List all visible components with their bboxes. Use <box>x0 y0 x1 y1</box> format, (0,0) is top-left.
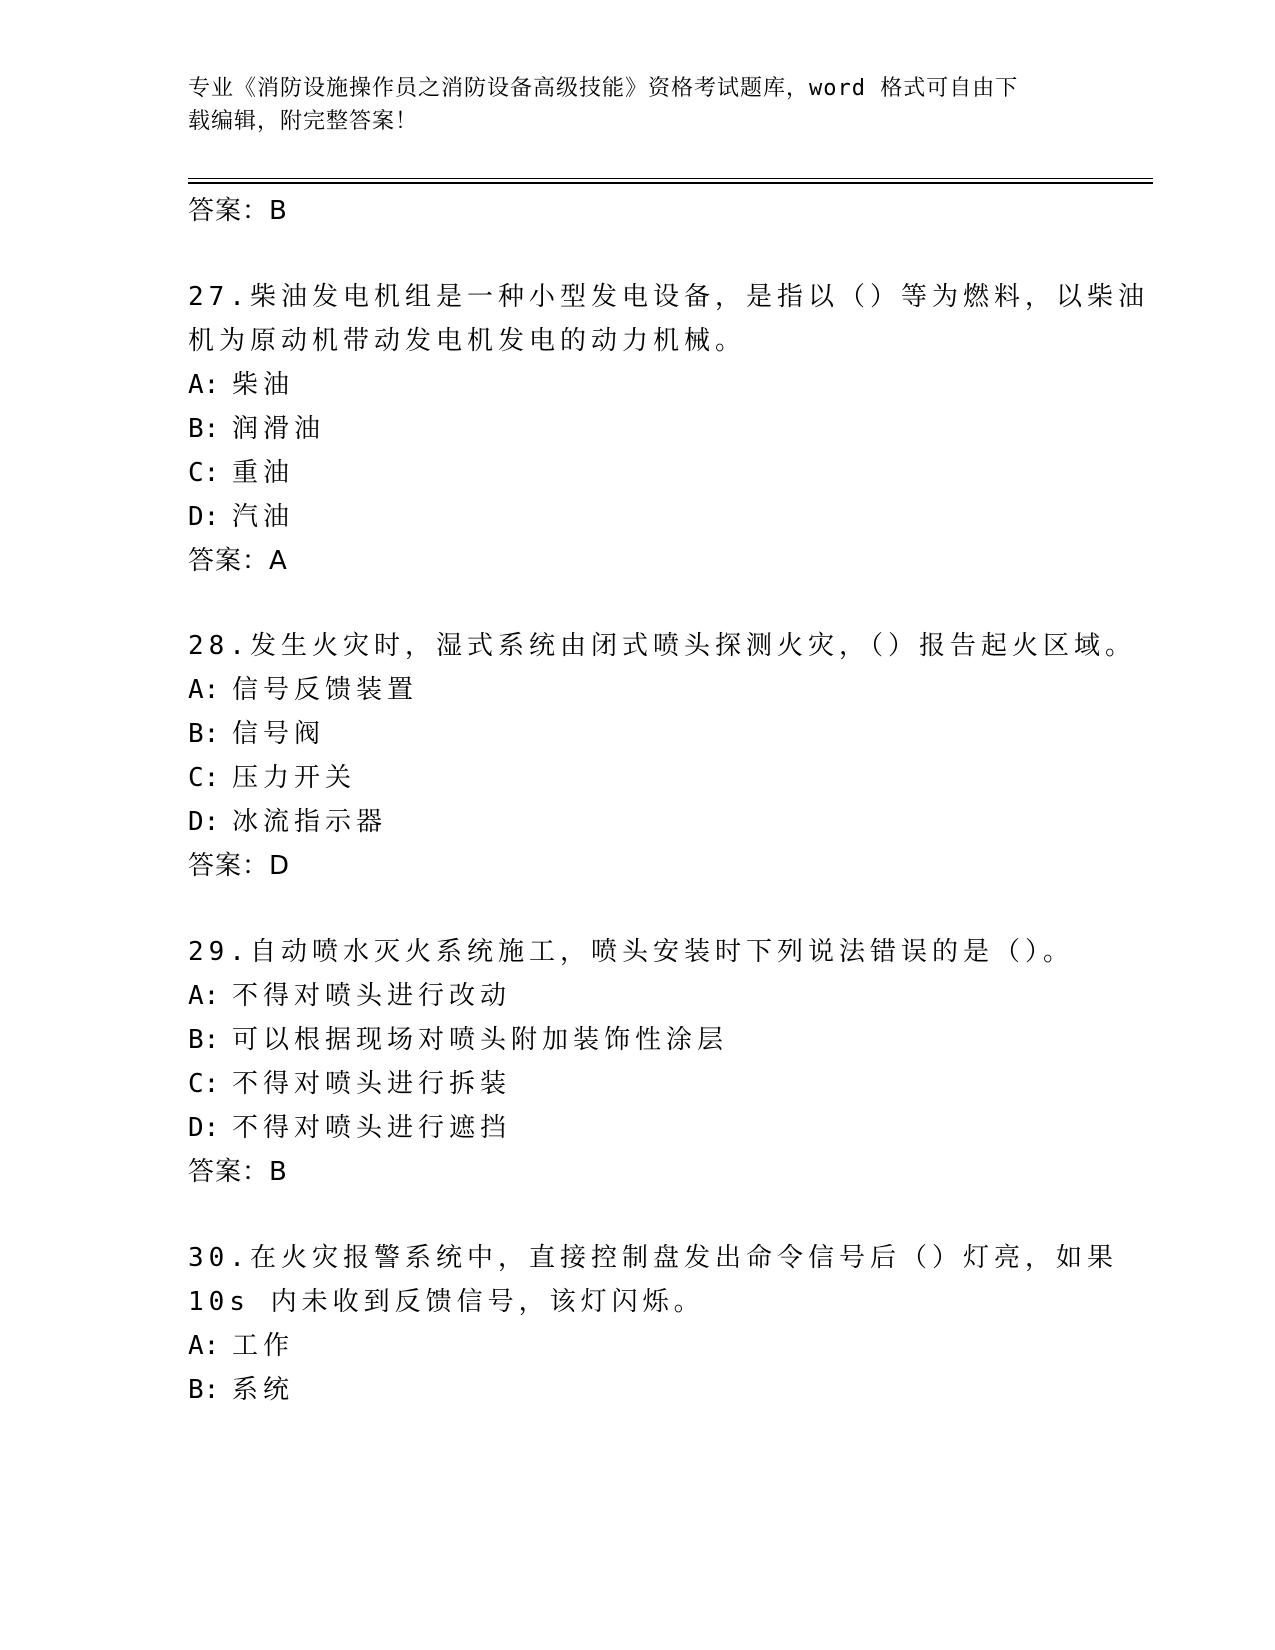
option-text: 柴油 <box>232 370 295 400</box>
option-label: B: <box>188 1375 220 1405</box>
option-label: A: <box>188 675 220 705</box>
option-c <box>188 757 356 794</box>
question-text: 30.在火灾报警系统中，直接控制盘发出命令信号后（）灯亮，如果 <box>188 1243 1118 1273</box>
question-text: 27.柴油发电机组是一种小型发电设备，是指以（）等为燃料，以柴油 <box>188 282 1149 312</box>
option-text: 系统 <box>232 1375 295 1405</box>
option-label: C: <box>188 458 220 488</box>
option-text: 信号阀 <box>232 719 326 749</box>
option-b <box>188 713 325 750</box>
answer-line: 答案：B <box>188 1157 288 1187</box>
header-line-1: 专业《消防设施操作员之消防设备高级技能》资格考试题库，word 格式可自由下 <box>188 76 1019 101</box>
option-a <box>188 669 418 706</box>
option-text: 冰流指示器 <box>232 807 388 837</box>
option-label: A: <box>188 370 220 400</box>
option-d <box>188 1107 511 1144</box>
option-a <box>188 364 294 401</box>
option-label: B: <box>188 414 220 444</box>
option-label: C: <box>188 1069 220 1099</box>
answer-line: 答案：B <box>188 196 288 226</box>
option-text: 信号反馈装置 <box>232 675 419 705</box>
question-text-continued: 10s 内未收到反馈信号，该灯闪烁。 <box>188 1287 705 1317</box>
header-line-2: 载编辑，附完整答案！ <box>188 109 419 134</box>
option-c <box>188 452 294 489</box>
option-a <box>188 1325 294 1362</box>
option-b <box>188 408 325 445</box>
option-text: 可以根据现场对喷头附加装饰性涂层 <box>232 1025 729 1055</box>
option-label: A: <box>188 1331 220 1361</box>
option-label: A: <box>188 981 220 1011</box>
option-text: 重油 <box>232 458 295 488</box>
option-d <box>188 801 387 838</box>
option-label: C: <box>188 763 220 793</box>
option-b <box>188 1019 728 1056</box>
option-label: B: <box>188 1025 220 1055</box>
option-label: B: <box>188 719 220 749</box>
question-text-continued: 机为原动机带动发电机发电的动力机械。 <box>188 326 747 356</box>
question-text: 28.发生火灾时，湿式系统由闭式喷头探测火灾，（）报告起火区域。 <box>188 631 1136 661</box>
option-label: D: <box>188 1113 220 1143</box>
option-text: 润滑油 <box>232 414 326 444</box>
option-text: 不得对喷头进行遮挡 <box>232 1113 512 1143</box>
option-text: 工作 <box>232 1331 295 1361</box>
option-text: 汽油 <box>232 502 295 532</box>
option-text: 不得对喷头进行改动 <box>232 981 512 1011</box>
option-text: 不得对喷头进行拆装 <box>232 1069 512 1099</box>
header-divider-thin <box>188 178 1153 179</box>
document-header <box>188 72 1088 138</box>
option-a <box>188 975 511 1012</box>
option-label: D: <box>188 502 220 532</box>
option-d <box>188 496 294 533</box>
question-text: 29.自动喷水灭火系统施工，喷头安装时下列说法错误的是（）。 <box>188 937 1074 967</box>
option-b <box>188 1369 294 1406</box>
answer-line: 答案：A <box>188 546 288 576</box>
option-text: 压力开关 <box>232 763 357 793</box>
option-label: D: <box>188 807 220 837</box>
header-divider-thick <box>188 182 1153 184</box>
answer-line: 答案：D <box>188 851 291 881</box>
option-c <box>188 1063 511 1100</box>
